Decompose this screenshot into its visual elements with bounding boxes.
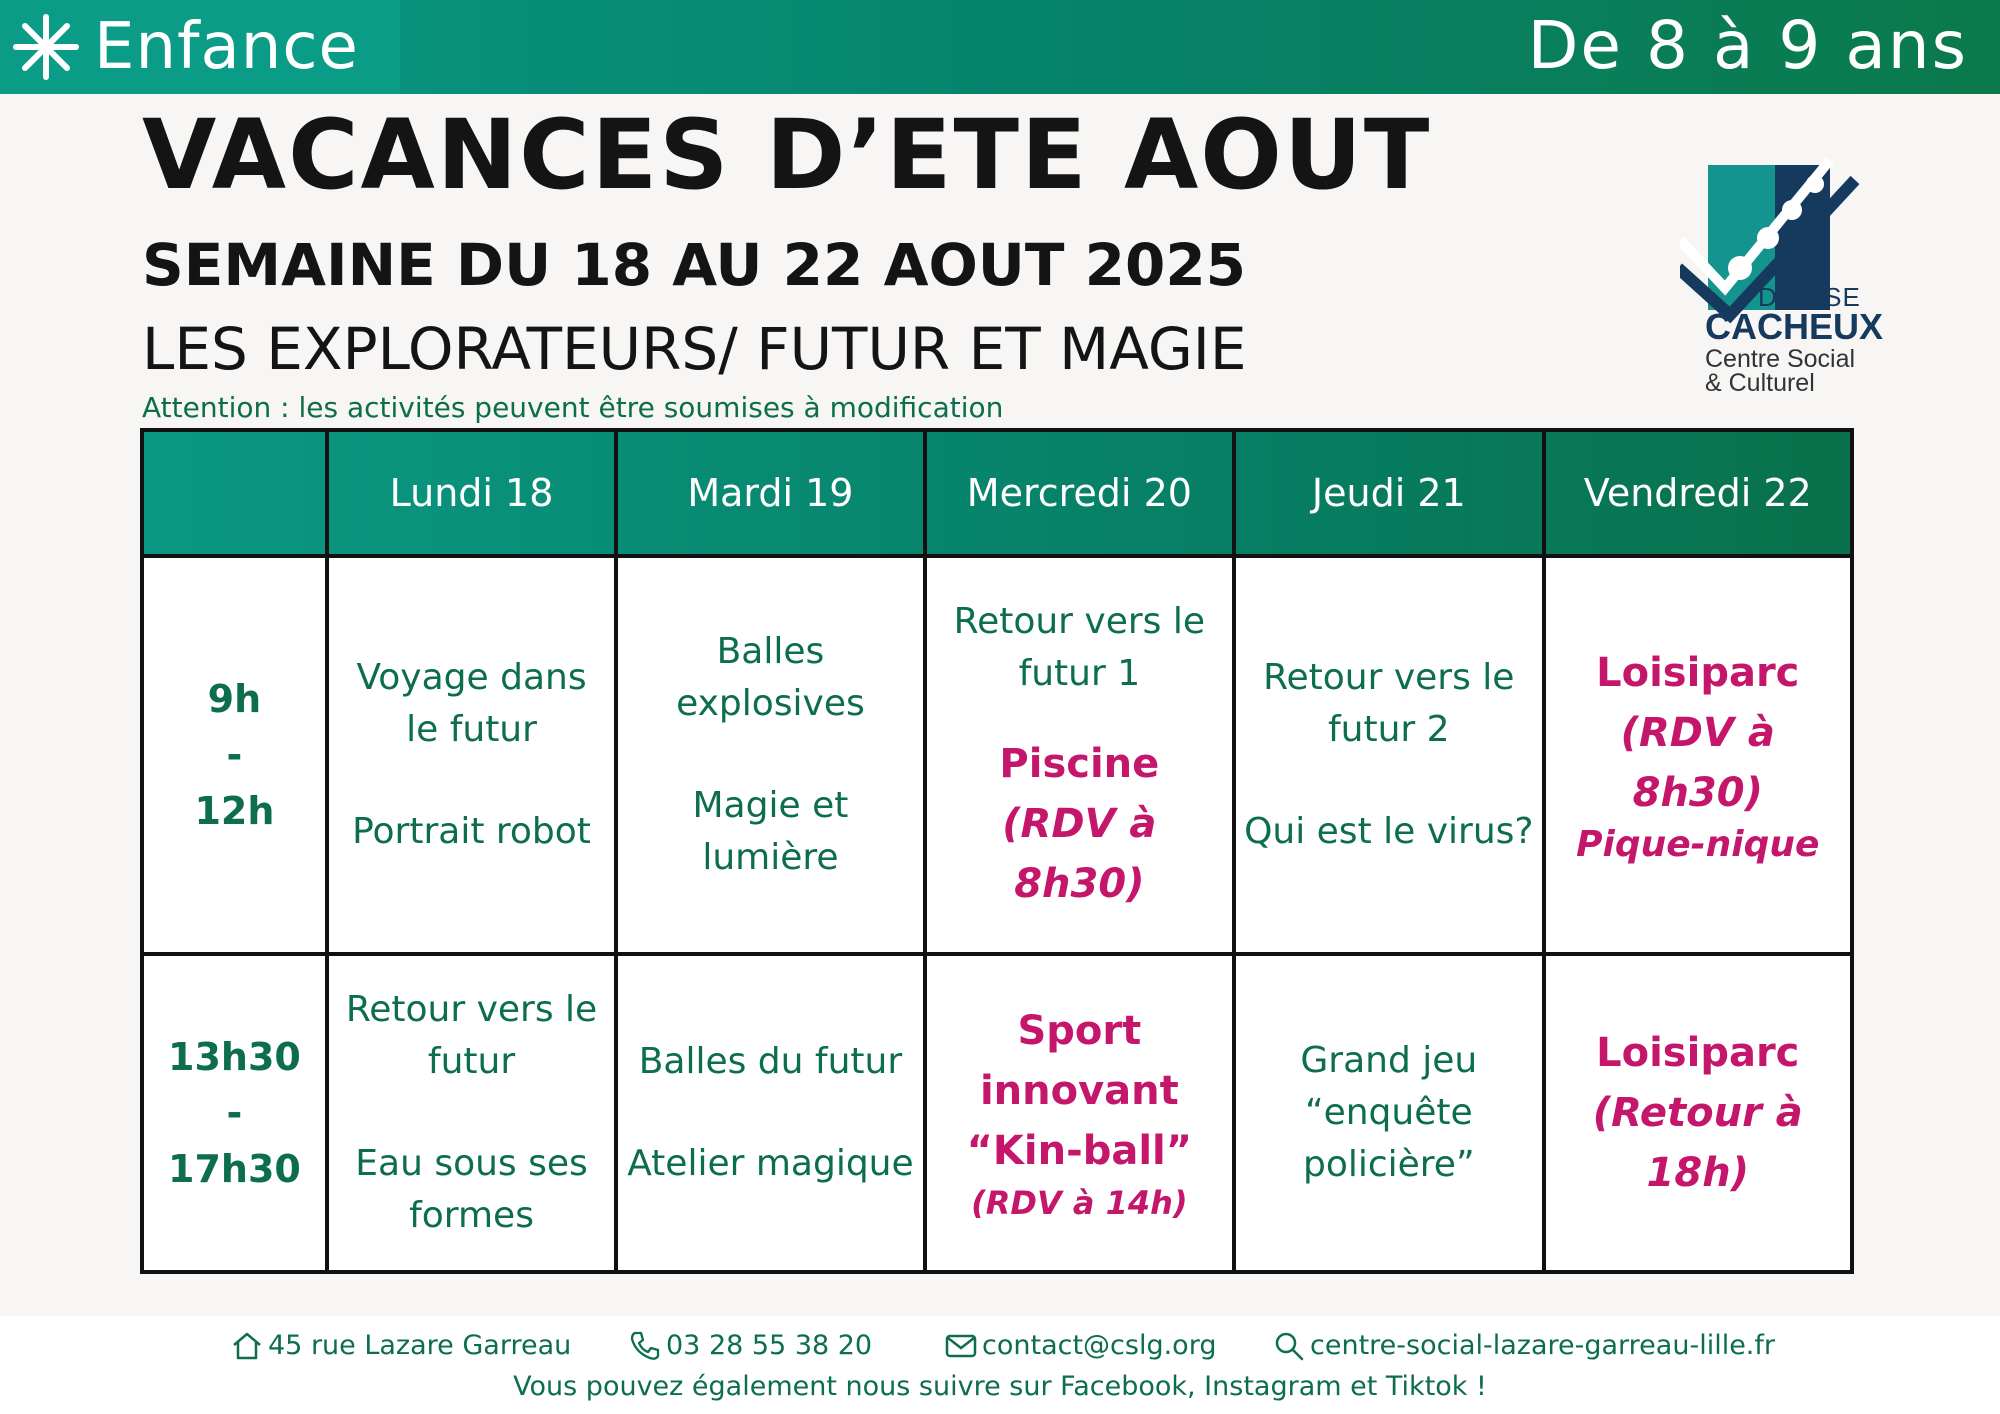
wednesday-afternoon-cell [925, 954, 1234, 1272]
friday-afternoon-cell [1544, 954, 1852, 1272]
schedule-table [140, 428, 1854, 1274]
week-subtitle: SEMAINE DU 18 AU 22 AOUT 2025 [142, 231, 1247, 299]
wednesday-morning-cell [925, 556, 1234, 954]
activity: Qui est le virus? [1244, 811, 1534, 852]
monday-morning-cell [327, 556, 616, 954]
footer-phone [628, 1326, 872, 1366]
outing-extra: Pique-nique [1576, 824, 1820, 865]
morning-row [142, 556, 1852, 954]
outing-title: Loisiparc [1596, 650, 1800, 696]
activity: Voyage dans le futur [356, 657, 587, 750]
afternoon-row [142, 954, 1852, 1272]
section-label: Enfance [94, 10, 359, 84]
section-badge [0, 0, 400, 94]
email-link[interactable]: contact@cslg.org [982, 1330, 1217, 1361]
asterisk-icon [8, 9, 84, 85]
activity: Balles explosives [676, 631, 865, 724]
monday-afternoon-cell [327, 954, 616, 1272]
outing-title: “Kin-ball” [966, 1128, 1193, 1174]
outing-detail: (RDV à 8h30) [1002, 801, 1157, 907]
outing-detail: (RDV à 8h30) [1620, 710, 1775, 816]
page-title: VACANCES D’ETE AOUT [142, 99, 1432, 211]
activity: Retour vers le futur 1 [953, 601, 1206, 694]
tuesday-morning-cell [616, 556, 924, 954]
friday-morning-cell [1544, 556, 1852, 954]
social-follow-text: Vous pouvez également nous suivre sur Facebook, Instagram et Tiktok ! [513, 1371, 1487, 1402]
search-icon [1272, 1329, 1306, 1363]
logo-text-denise: DENISE [1758, 282, 1861, 312]
footer-email [944, 1326, 1216, 1366]
outing-title: Piscine [999, 741, 1160, 787]
logo-text-centre: Centre Social [1705, 345, 1856, 373]
outing-title: Sport innovant [979, 1008, 1179, 1114]
logo-text-cacheux: CACHEUX [1705, 306, 1884, 347]
modification-note: Attention : les activités peuvent être soumises à modification [142, 391, 1004, 424]
footer-address [230, 1326, 571, 1366]
thursday-morning-cell [1234, 556, 1543, 954]
afternoon-time-end: 17h30 [168, 1147, 301, 1191]
mail-icon [944, 1329, 978, 1363]
morning-time-start: 9h [207, 677, 262, 721]
afternoon-time-cell [142, 954, 327, 1272]
activity: Magie et lumière [692, 785, 849, 878]
activity: Balles du futur [638, 1041, 903, 1082]
activity: Retour vers le futur [345, 989, 598, 1082]
phone-icon [628, 1329, 662, 1363]
outing-detail: (Retour à 18h) [1592, 1090, 1803, 1196]
home-icon [230, 1329, 264, 1363]
outing-title: Loisiparc [1596, 1030, 1800, 1076]
schedule-header-row [142, 430, 1852, 556]
day-header-tuesday: Mardi 19 [616, 430, 924, 556]
thursday-afternoon-cell [1234, 954, 1543, 1272]
afternoon-time-sep: - [226, 1091, 243, 1135]
morning-time-cell [142, 556, 327, 954]
activity: Atelier magique [627, 1143, 914, 1184]
age-range: De 8 à 9 ans [1527, 7, 1968, 84]
corner-cell [142, 430, 327, 556]
logo-text-culturel: & Culturel [1705, 369, 1815, 397]
footer-website [1272, 1326, 1775, 1366]
activity: Portrait robot [352, 811, 591, 852]
day-header-thursday: Jeudi 21 [1234, 430, 1543, 556]
activity: Retour vers le futur 2 [1263, 657, 1515, 750]
day-header-friday: Vendredi 22 [1544, 430, 1852, 556]
theme-subtitle: LES EXPLORATEURS/ FUTUR ET MAGIE [142, 315, 1247, 383]
address-text: 45 rue Lazare Garreau [268, 1330, 572, 1361]
website-link[interactable]: centre-social-lazare-garreau-lille.fr [1310, 1330, 1775, 1361]
morning-time-sep: - [226, 733, 243, 777]
afternoon-time-start: 13h30 [168, 1035, 301, 1079]
day-header-wednesday: Mercredi 20 [925, 430, 1234, 556]
morning-time-end: 12h [194, 789, 275, 833]
tuesday-afternoon-cell [616, 954, 924, 1272]
activity: Grand jeu “enquête policière” [1300, 1040, 1478, 1185]
outing-detail: (RDV à 14h) [971, 1184, 1188, 1222]
phone-text[interactable]: 03 28 55 38 20 [666, 1330, 873, 1361]
activity: Eau sous ses formes [355, 1143, 588, 1236]
day-header-monday: Lundi 18 [327, 430, 616, 556]
